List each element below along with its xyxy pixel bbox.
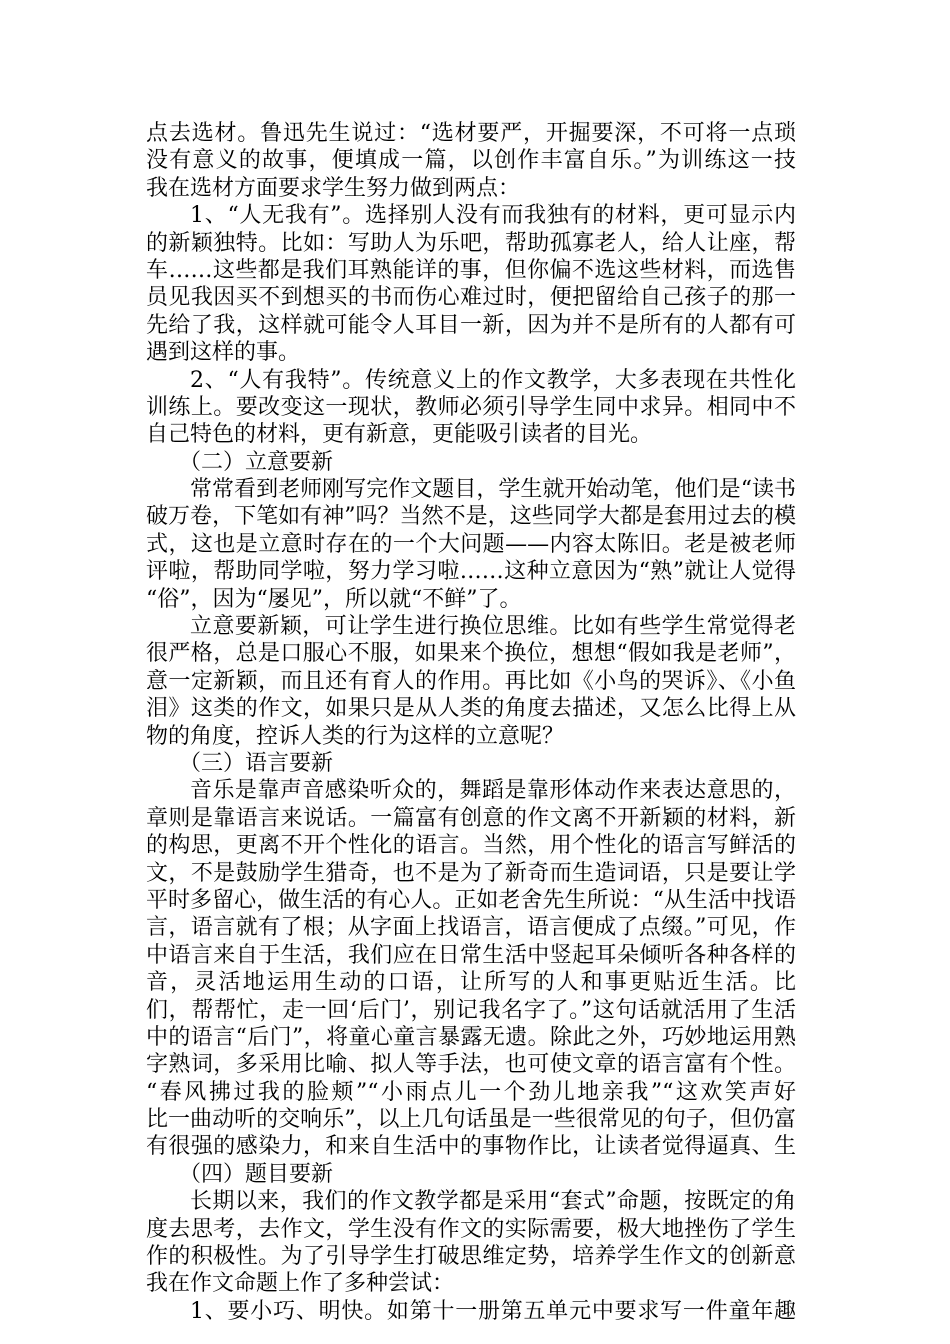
text-line: 中的语言“后门”，将童心童言暴露无遗。除此之外，巧妙地运用熟 (146, 1024, 796, 1050)
section-heading: （四）题目要新 (179, 1161, 334, 1187)
text-line: 的新颖独特。比如：写助人为乐吧，帮助孤寡老人，给人让座，帮 (146, 230, 796, 256)
text-line: 没有意义的故事，便填成一篇，以创作丰富自乐。”为训练这一技 (146, 148, 796, 174)
text-line: 中语言来自于生活，我们应在日常生活中竖起耳朵倾听各种各样的 (146, 942, 796, 968)
text-line: 破万卷，下笔如有神”吗？当然不是，这些同学大都是套用过去的模 (146, 504, 796, 530)
text-line: 平时多留心，做生活的有心人。正如老舍先生所说：“从生活中找语 (146, 887, 796, 913)
text-line: 意一定新颖，而且还有育人的作用。再比如《小鸟的哭诉》、《小鱼 (146, 668, 796, 694)
text-line: 字熟词，多采用比喻、拟人等手法，也可使文章的语言富有个性。 (146, 1052, 796, 1078)
text-line: 文，不是鼓励学生猎奇，也不是为了新奇而生造词语，只是要让学 (146, 860, 796, 886)
text-line: 很严格，总是口服心不服，如果来个换位，想想“假如我是老师”， (146, 641, 796, 667)
text-line: 音，灵活地运用生动的口语，让所写的人和事更贴近生活。比 (146, 970, 796, 996)
text-line: 的构思，更离不开个性化的语言。当然，用个性化的语言写鲜活的 (146, 833, 796, 859)
text-line: 评啦，帮助同学啦，努力学习啦……这种立意因为“熟”就让人觉得 (146, 559, 796, 585)
text-line: “春风拂过我的脸颊”“小雨点儿一个劲儿地亲我”“这欢笑声好 (146, 1079, 796, 1105)
text-line: 有很强的感染力，和来自生活中的事物作比，让读者觉得逼真、生 (146, 1134, 796, 1160)
text-line: 点去选材。鲁迅先生说过：“选材要严，开掘要深，不可将一点琐 (146, 121, 796, 146)
text-line: 物的角度，控诉人类的行为这样的立意呢？ (146, 723, 565, 749)
document-page (146, 120, 796, 1325)
text-line: 度去思考，去作文，学生没有作文的实际需要，极大地挫伤了学生 (146, 1216, 796, 1242)
text-line: 我在作文命题上作了多种尝试： (146, 1271, 455, 1297)
text-line: 章则是靠语言来说话。一篇富有创意的作文离不开新颖的材料，新 (146, 805, 796, 831)
text-line: 音乐是靠声音感染听众的，舞蹈是靠形体动作来表达意思的， (190, 778, 796, 804)
text-line: 泪》这类的作文，如果只是从人类的角度去描述，又怎么比得上从 (146, 696, 796, 722)
text-line: 员见我因买不到想买的书而伤心难过时，便把留给自己孩子的那一 (146, 285, 796, 311)
text-line: 作的积极性。为了引导学生打破思维定势，培养学生作文的创新意 (146, 1244, 796, 1270)
text-line: 长期以来，我们的作文教学都是采用“套式”命题，按既定的角 (190, 1189, 796, 1215)
text-line: 我在选材方面要求学生努力做到两点： (146, 175, 521, 201)
section-heading: （三）语言要新 (179, 750, 334, 776)
text-line: 言，语言就有了根；从字面上找语言，语言便成了点缀。”可见，作 (146, 915, 796, 941)
text-line: 2、“人有我特”。传统意义上的作文教学，大多表现在共性化 (190, 367, 796, 393)
text-line: 先给了我，这样就可能令人耳目一新，因为并不是所有的人都有可 (146, 312, 796, 338)
text-line: 1、“人无我有”。选择别人没有而我独有的材料，更可显示内 (190, 203, 796, 229)
text-line: 自己特色的材料，更有新意，更能吸引读者的目光。 (146, 422, 653, 448)
section-heading: （二）立意要新 (179, 449, 334, 475)
text-line: 训练上。要改变这一现状，教师必须引导学生同中求异。相同中不 (146, 394, 796, 420)
text-line: 比一曲动听的交响乐”，以上几句话虽是一些很常见的句子，但仍富 (146, 1107, 796, 1133)
text-line: 常常看到老师刚写完作文题目，学生就开始动笔，他们是“读书 (190, 477, 796, 503)
text-line: 立意要新颖，可让学生进行换位思维。比如有些学生常觉得老 (190, 614, 796, 640)
text-line: 1、要小巧、明快。如第十一册第五单元中要求写一件童年趣 (190, 1298, 796, 1324)
text-line: 车……这些都是我们耳熟能详的事，但你偏不选这些材料，而选售 (146, 257, 796, 283)
text-line: “俗”，因为“屡见”，所以就“不鲜”了。 (146, 586, 522, 612)
text-line: 们，帮帮忙，走一回‘后门’，别记我名字了。”这句话就活用了生活 (146, 997, 796, 1023)
text-line: 式，这也是立意时存在的一个大问题——内容太陈旧。老是被老师 (146, 531, 796, 557)
text-line: 遇到这样的事。 (146, 340, 301, 366)
